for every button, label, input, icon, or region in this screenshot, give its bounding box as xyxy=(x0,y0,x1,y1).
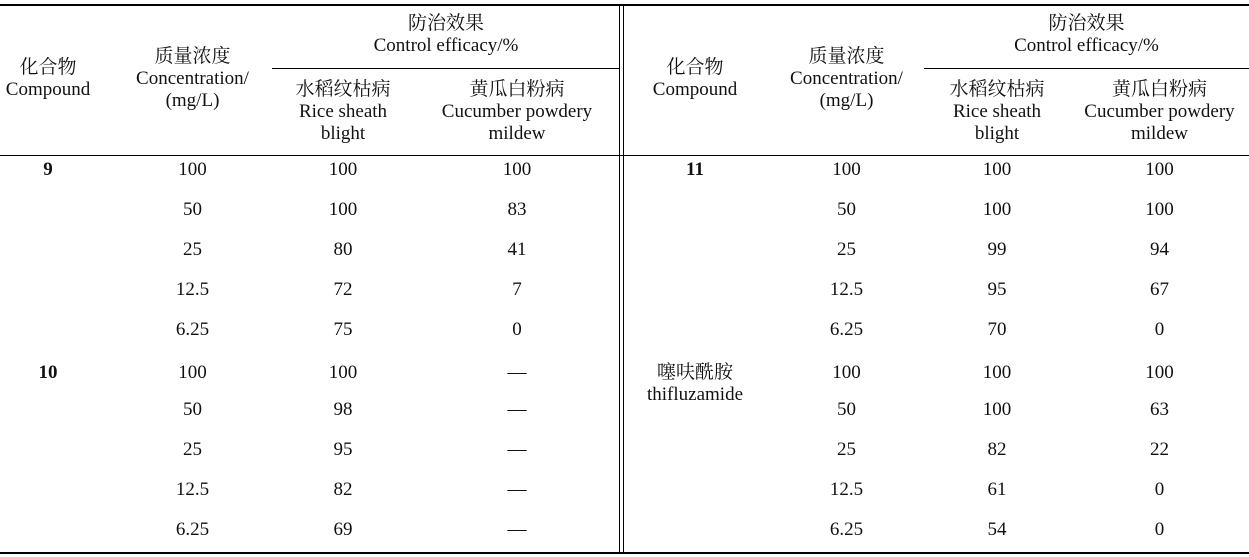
compound-name-en: thifluzamide xyxy=(646,384,744,405)
rice-efficacy-cell: 100 xyxy=(982,362,1012,383)
rice-efficacy-cell: 72 xyxy=(333,279,353,300)
cucumber-efficacy-cell: 67 xyxy=(1150,279,1169,300)
compound-header xyxy=(0,57,96,101)
efficacy-header-zh: 防治效果 xyxy=(407,13,484,34)
cucumber-efficacy-cell: — xyxy=(507,519,527,540)
rice-efficacy-cell: 100 xyxy=(328,362,358,383)
concentration-cell: 6.25 xyxy=(829,319,864,340)
concentration-header-zh: 质量浓度 xyxy=(808,46,885,67)
concentration-cell: 25 xyxy=(837,239,856,260)
rice-efficacy-cell: 100 xyxy=(982,159,1012,180)
rice-efficacy-cell: 70 xyxy=(987,319,1007,340)
concentration-header xyxy=(774,46,919,112)
concentration-cell: 12.5 xyxy=(175,279,210,300)
cucumber-efficacy-cell: 100 xyxy=(1145,199,1174,220)
concentration-cell: 100 xyxy=(832,159,861,180)
concentration-cell: 50 xyxy=(837,399,856,420)
concentration-cell: 25 xyxy=(183,439,202,460)
cucumber-efficacy-cell: — xyxy=(507,362,527,383)
rice-efficacy-cell: 100 xyxy=(328,159,358,180)
rice-efficacy-cell: 99 xyxy=(987,239,1007,260)
cucumber-efficacy-cell: 83 xyxy=(507,199,527,220)
efficacy-header-en: Control efficacy/% xyxy=(373,35,519,56)
cucumber-efficacy-cell: 0 xyxy=(1154,479,1165,500)
cucumber-powdery-mildew-header xyxy=(1070,79,1249,145)
concentration-cell: 12.5 xyxy=(829,279,864,300)
concentration-cell: 6.25 xyxy=(829,519,864,540)
concentration-header-zh: 质量浓度 xyxy=(154,46,231,67)
cucumber-header-en-1: Cucumber powdery xyxy=(1084,101,1235,122)
efficacy-header-zh: 防治效果 xyxy=(1048,13,1125,34)
cucumber-efficacy-cell: — xyxy=(507,399,527,420)
efficacy-header xyxy=(272,13,620,57)
rice-header-en-1: Rice sheath xyxy=(298,101,388,122)
rice-header-zh: 水稻纹枯病 xyxy=(949,79,1045,100)
rice-header-en-2: blight xyxy=(974,123,1020,144)
cucumber-efficacy-cell: — xyxy=(507,479,527,500)
concentration-cell: 50 xyxy=(183,399,202,420)
concentration-cell: 100 xyxy=(178,362,207,383)
table-panel-left xyxy=(0,0,620,557)
concentration-cell: 12.5 xyxy=(175,479,210,500)
rice-efficacy-cell: 82 xyxy=(333,479,353,500)
compound-header-zh: 化合物 xyxy=(666,57,724,78)
cucumber-efficacy-cell: 22 xyxy=(1150,439,1169,460)
cucumber-efficacy-cell: 100 xyxy=(1145,362,1174,383)
concentration-cell: 100 xyxy=(178,159,207,180)
rice-efficacy-cell: 95 xyxy=(333,439,353,460)
rice-efficacy-cell: 95 xyxy=(987,279,1007,300)
rice-efficacy-cell: 100 xyxy=(982,399,1012,420)
concentration-cell: 100 xyxy=(832,362,861,383)
cucumber-header-en-2: mildew xyxy=(1131,123,1188,144)
cucumber-header-en-2: mildew xyxy=(488,123,546,144)
compound-header xyxy=(624,57,766,101)
compound-cell: 11 xyxy=(686,159,704,180)
rice-efficacy-cell: 98 xyxy=(333,399,353,420)
concentration-header xyxy=(120,46,265,112)
cucumber-header-en-1: Cucumber powdery xyxy=(441,101,593,122)
cucumber-efficacy-cell: 7 xyxy=(512,279,522,300)
concentration-cell: 25 xyxy=(837,439,856,460)
rice-efficacy-cell: 54 xyxy=(987,519,1007,540)
concentration-cell: 6.25 xyxy=(175,519,210,540)
cucumber-efficacy-cell: 0 xyxy=(1154,519,1165,540)
efficacy-header xyxy=(924,13,1249,57)
concentration-cell: 12.5 xyxy=(829,479,864,500)
concentration-header-en: Concentration/ xyxy=(136,68,249,89)
rice-efficacy-cell: 100 xyxy=(328,199,358,220)
concentration-cell: 6.25 xyxy=(175,319,210,340)
rice-sheath-blight-header xyxy=(272,79,414,145)
rice-header-en-1: Rice sheath xyxy=(952,101,1042,122)
compound-cell-thifluzamide xyxy=(624,362,766,406)
rice-efficacy-cell: 100 xyxy=(982,199,1012,220)
rice-header-zh: 水稻纹枯病 xyxy=(295,79,391,100)
concentration-cell: 25 xyxy=(183,239,202,260)
efficacy-header-en: Control efficacy/% xyxy=(1014,35,1159,56)
cucumber-powdery-mildew-header xyxy=(414,79,620,145)
compound-header-en: Compound xyxy=(5,79,91,100)
cucumber-efficacy-cell: 41 xyxy=(507,239,527,260)
cucumber-efficacy-cell: 63 xyxy=(1150,399,1169,420)
cucumber-efficacy-cell: — xyxy=(507,439,527,460)
rice-sheath-blight-header xyxy=(924,79,1070,145)
cucumber-efficacy-cell: 100 xyxy=(502,159,532,180)
compound-cell: 10 xyxy=(38,362,58,383)
rice-header-en-2: blight xyxy=(320,123,366,144)
rice-efficacy-cell: 80 xyxy=(333,239,353,260)
rice-efficacy-cell: 61 xyxy=(987,479,1007,500)
cucumber-header-zh: 黄瓜白粉病 xyxy=(469,79,565,100)
cucumber-efficacy-cell: 94 xyxy=(1150,239,1169,260)
concentration-header-unit: (mg/L) xyxy=(165,90,220,111)
rice-efficacy-cell: 69 xyxy=(333,519,353,540)
rice-efficacy-cell: 82 xyxy=(987,439,1007,460)
compound-name-zh: 噻呋酰胺 xyxy=(656,362,733,383)
cucumber-header-zh: 黄瓜白粉病 xyxy=(1111,79,1207,100)
rice-efficacy-cell: 75 xyxy=(333,319,353,340)
cucumber-efficacy-cell: 0 xyxy=(512,319,522,340)
concentration-header-unit: (mg/L) xyxy=(819,90,874,111)
compound-header-en: Compound xyxy=(652,79,738,100)
concentration-cell: 50 xyxy=(183,199,202,220)
compound-header-zh: 化合物 xyxy=(19,57,77,78)
cucumber-efficacy-cell: 0 xyxy=(1154,319,1165,340)
concentration-header-en: Concentration/ xyxy=(790,68,903,89)
compound-cell: 9 xyxy=(43,159,53,180)
concentration-cell: 50 xyxy=(837,199,856,220)
table-panel-right xyxy=(624,0,1249,557)
cucumber-efficacy-cell: 100 xyxy=(1145,159,1174,180)
